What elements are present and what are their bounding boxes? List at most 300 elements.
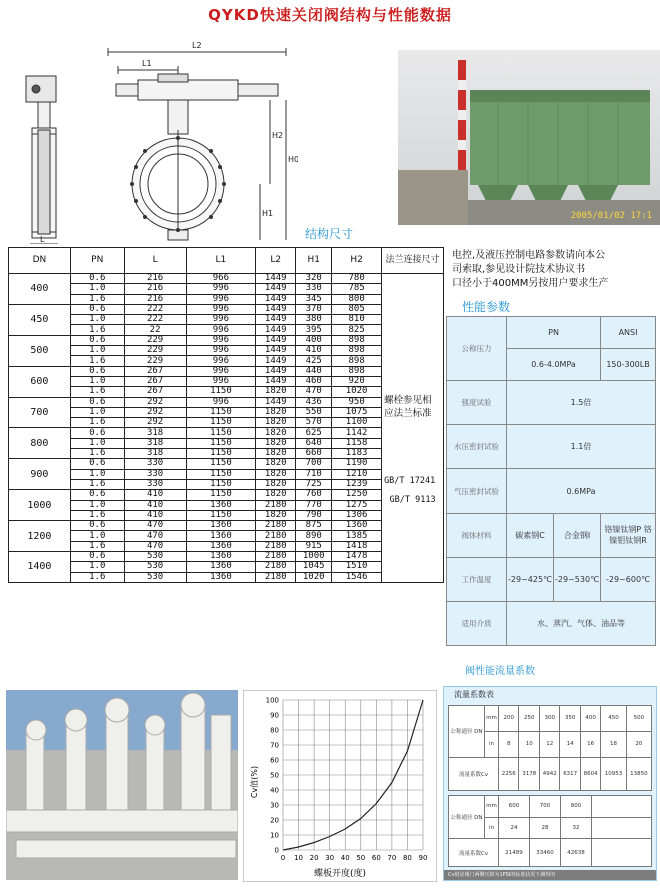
pn-cell: 1.6 (70, 541, 124, 551)
dim-l1: L1 (142, 59, 152, 68)
pn-cell: 1.6 (70, 418, 124, 428)
chart-x-label: 蝶板开度(度) (313, 869, 367, 879)
dimension-cell: 1183 (332, 449, 382, 459)
flow-b2-in: 28 (530, 817, 561, 839)
dimension-cell: 1075 (332, 407, 382, 417)
perf-section-title: 性能参数 (462, 300, 511, 314)
dimension-cell: 2180 (256, 500, 296, 510)
dimension-cell: 700 (296, 459, 332, 469)
dimension-row (9, 541, 444, 551)
dimension-cell: 2180 (256, 531, 296, 541)
dn-cell: 450 (9, 304, 71, 335)
dimension-row (9, 531, 444, 541)
dimension-cell: 436 (296, 397, 332, 407)
dimension-cell: 330 (124, 479, 186, 489)
dimension-cell: 1449 (256, 274, 296, 284)
dimension-row (9, 459, 444, 469)
dimension-cell: 395 (296, 325, 332, 335)
flow-dn-label: 公称通径 DN (449, 706, 485, 758)
pn-cell: 0.6 (70, 366, 124, 376)
dimension-cell: 996 (186, 335, 256, 345)
flange-note: 螺栓参见相应法兰标准 (384, 395, 432, 419)
flow-b2-blank (592, 796, 652, 818)
flow-b1-cv: 6317 (560, 757, 580, 790)
dimension-cell: 710 (296, 469, 332, 479)
dimension-table (8, 247, 444, 583)
dimension-cell: 996 (186, 315, 256, 325)
flange-std-1: GB/T 17241 (384, 476, 436, 486)
dimension-cell: 996 (186, 376, 256, 386)
dimension-cell: 825 (332, 325, 382, 335)
y-tick-label: 70 (270, 741, 279, 750)
x-tick-label: 60 (371, 854, 381, 862)
dimension-cell: 898 (332, 346, 382, 356)
dimension-cell: 1449 (256, 397, 296, 407)
flow-b2-blank (592, 817, 652, 839)
dimension-cell: 410 (296, 346, 332, 356)
dimension-cell: 1820 (256, 387, 296, 397)
dimension-cell: 229 (124, 356, 186, 366)
dimension-cell: 1820 (256, 449, 296, 459)
dimension-cell: 292 (124, 418, 186, 428)
flow-b2-cv: 42638 (561, 839, 592, 867)
pn-cell: 0.6 (70, 304, 124, 314)
flow-dn-label-2: 公称通径 DN (449, 796, 485, 839)
pn-cell: 1.0 (70, 531, 124, 541)
dimension-cell: 267 (124, 376, 186, 386)
dimension-row (9, 500, 444, 510)
dim-h2: H2 (272, 131, 284, 140)
dimension-row (9, 387, 444, 397)
flow-in-label: in (485, 731, 499, 757)
perf-media-label: 适用介质 (447, 601, 507, 645)
y-tick-label: 60 (270, 756, 279, 765)
dimension-cell: 725 (296, 479, 332, 489)
dimension-row (9, 521, 444, 531)
dimension-cell: 267 (124, 387, 186, 397)
perf-air-label: 气压密封试验 (447, 469, 507, 513)
dimension-cell: 1150 (186, 490, 256, 500)
dimension-cell: 229 (124, 335, 186, 345)
dimension-row (9, 376, 444, 386)
dn-cell: 700 (9, 397, 71, 428)
dimension-row (9, 552, 444, 562)
pn-cell: 1.6 (70, 510, 124, 520)
y-tick-label: 30 (270, 801, 279, 810)
col-l2: L2 (256, 248, 296, 274)
flow-in-label-2: in (485, 817, 499, 839)
dimension-row (9, 356, 444, 366)
dimension-row (9, 397, 444, 407)
perf-material-1: 碳素钢C (507, 513, 554, 557)
y-tick-label: 0 (274, 846, 279, 855)
flow-b1-in: 16 (580, 731, 600, 757)
dimension-cell: 1000 (296, 552, 332, 562)
y-tick-label: 90 (270, 711, 279, 720)
dimension-cell: 292 (124, 397, 186, 407)
dimension-cell: 318 (124, 428, 186, 438)
dimension-cell: 1150 (186, 407, 256, 417)
col-h2: H2 (332, 248, 382, 274)
flow-b1-mm: 350 (560, 706, 580, 732)
dimension-cell: 1150 (186, 469, 256, 479)
dim-h1: H1 (262, 209, 274, 218)
dimension-cell: 1275 (332, 500, 382, 510)
flow-table-block-1 (448, 705, 652, 791)
dimension-cell: 216 (124, 274, 186, 284)
pn-cell: 1.0 (70, 376, 124, 386)
flow-mm-label: mm (485, 706, 499, 732)
dimension-cell: 400 (296, 335, 332, 345)
dimension-cell: 625 (296, 428, 332, 438)
flow-b1-cv: 8604 (580, 757, 600, 790)
dim-l2: L2 (192, 41, 202, 50)
dimension-cell: 1449 (256, 304, 296, 314)
dimension-cell: 875 (296, 521, 332, 531)
pn-cell: 1.0 (70, 562, 124, 572)
dimension-cell: 216 (124, 294, 186, 304)
col-l: L (124, 248, 186, 274)
plant-photo (398, 50, 660, 225)
dimension-cell: 2180 (256, 572, 296, 582)
perf-strength-label: 强度试验 (447, 381, 507, 425)
dimension-cell: 780 (332, 274, 382, 284)
dimension-cell: 950 (332, 397, 382, 407)
dimension-cell: 1820 (256, 459, 296, 469)
dn-cell: 400 (9, 274, 71, 305)
x-tick-label: 50 (356, 854, 366, 862)
dimension-cell: 996 (186, 346, 256, 356)
flow-section-title: 阀性能流量系数 (465, 666, 535, 677)
flow-b1-in: 18 (601, 731, 626, 757)
flow-b1-mm: 200 (499, 706, 519, 732)
flow-b2-mm: 600 (499, 796, 530, 818)
perf-material-2: 合金钢I (554, 513, 601, 557)
dimension-cell: 1510 (332, 562, 382, 572)
dimension-cell: 222 (124, 315, 186, 325)
y-tick-label: 10 (270, 831, 279, 840)
dimension-cell: 640 (296, 438, 332, 448)
dimension-cell: 1190 (332, 459, 382, 469)
dimension-cell: 318 (124, 449, 186, 459)
dim-l: L (40, 235, 45, 244)
flow-b1-in: 8 (499, 731, 519, 757)
dimension-row (9, 572, 444, 582)
dimension-cell: 966 (186, 274, 256, 284)
y-tick-label: 50 (270, 771, 279, 780)
col-flange: 法兰连接尺寸 (382, 248, 444, 274)
dimension-row (9, 562, 444, 572)
perf-ansi-range: 150-300LB (601, 349, 656, 381)
pn-cell: 1.6 (70, 294, 124, 304)
dimension-cell: 1418 (332, 541, 382, 551)
dimension-row (9, 274, 444, 284)
col-dn: DN (9, 248, 71, 274)
flow-b2-mm: 700 (530, 796, 561, 818)
flow-b2-blank (592, 839, 652, 867)
dimension-cell: 470 (124, 521, 186, 531)
dimension-cell: 330 (296, 284, 332, 294)
pn-cell: 1.0 (70, 500, 124, 510)
dimension-cell: 550 (296, 407, 332, 417)
flow-b2-in: 24 (499, 817, 530, 839)
dimension-cell: 1360 (186, 500, 256, 510)
dimension-cell: 1449 (256, 294, 296, 304)
dn-cell: 600 (9, 366, 71, 397)
performance-table (446, 316, 656, 646)
dn-cell: 1200 (9, 521, 71, 552)
pn-cell: 1.0 (70, 438, 124, 448)
dimension-cell: 410 (124, 500, 186, 510)
dimension-cell: 898 (332, 335, 382, 345)
dimension-cell: 22 (124, 325, 186, 335)
x-tick-label: 30 (325, 854, 335, 862)
cv-opening-chart (243, 690, 437, 882)
col-h1: H1 (296, 248, 332, 274)
x-tick-label: 90 (418, 854, 428, 862)
page-title: QYKD快速关闭阀结构与性能数据 (208, 6, 452, 24)
dimension-cell: 1150 (186, 510, 256, 520)
dimension-cell: 1385 (332, 531, 382, 541)
pn-cell: 1.0 (70, 469, 124, 479)
photo-timestamp: 2005/01/02 17:1 (570, 211, 652, 221)
perf-water-value: 1.1倍 (507, 425, 656, 469)
dimension-row (9, 407, 444, 417)
perf-water-label: 水压密封试验 (447, 425, 507, 469)
x-tick-label: 80 (402, 854, 412, 862)
x-tick-label: 20 (309, 854, 319, 862)
dimension-cell: 1449 (256, 325, 296, 335)
flow-table-header: 流量系数表 (454, 690, 494, 699)
flow-b1-in: 10 (519, 731, 539, 757)
perf-temp-1: -29~425℃ (507, 557, 554, 601)
flow-b2-cv: 33460 (530, 839, 561, 867)
pn-cell: 0.6 (70, 552, 124, 562)
dimension-cell: 330 (124, 459, 186, 469)
dimension-cell: 996 (186, 325, 256, 335)
dimension-cell: 1820 (256, 407, 296, 417)
col-pn: PN (70, 248, 124, 274)
dimension-cell: 996 (186, 397, 256, 407)
pn-cell: 0.6 (70, 459, 124, 469)
dn-cell: 500 (9, 335, 71, 366)
dimension-cell: 805 (332, 304, 382, 314)
dimension-row (9, 418, 444, 428)
dimension-cell: 222 (124, 304, 186, 314)
dimension-row (9, 428, 444, 438)
dn-cell: 1400 (9, 552, 71, 583)
dimension-cell: 1150 (186, 418, 256, 428)
dimension-cell: 1360 (332, 521, 382, 531)
dimension-row (9, 294, 444, 304)
dn-cell: 800 (9, 428, 71, 459)
pn-cell: 1.6 (70, 572, 124, 582)
dimension-cell: 229 (124, 346, 186, 356)
control-note (452, 249, 657, 291)
dimension-cell: 530 (124, 572, 186, 582)
flow-b1-mm: 500 (626, 706, 651, 732)
pn-cell: 0.6 (70, 490, 124, 500)
dimension-cell: 318 (124, 438, 186, 448)
flow-cv-label-2: 流量系数Cv (449, 839, 499, 867)
dimension-cell: 530 (124, 552, 186, 562)
dimension-cell: 330 (124, 469, 186, 479)
note-line-2: 司索取,参见设计院技术协议书 (452, 264, 586, 275)
dimension-cell: 1210 (332, 469, 382, 479)
dimension-cell: 470 (124, 531, 186, 541)
dimension-cell: 1142 (332, 428, 382, 438)
dimension-cell: 1150 (186, 459, 256, 469)
col-l1: L1 (186, 248, 256, 274)
dimension-cell: 1449 (256, 315, 296, 325)
pn-cell: 1.6 (70, 479, 124, 489)
flow-b1-cv: 2256 (499, 757, 519, 790)
dimension-cell: 1020 (296, 572, 332, 582)
dimension-cell: 570 (296, 418, 332, 428)
dimension-cell: 1546 (332, 572, 382, 582)
dimension-cell: 1150 (186, 428, 256, 438)
dimension-table-header (9, 248, 444, 274)
dimension-cell: 1820 (256, 418, 296, 428)
dimension-row (9, 490, 444, 500)
flow-b1-in: 20 (626, 731, 651, 757)
x-tick-label: 70 (387, 854, 397, 862)
dimension-cell: 1820 (256, 438, 296, 448)
pn-cell: 0.6 (70, 335, 124, 345)
flow-table-footer: Cv值是阀门两侧压降为1PSI的标准状况下测得的 (444, 870, 656, 880)
dimension-cell: 1360 (186, 552, 256, 562)
flow-b1-mm: 450 (601, 706, 626, 732)
dimension-cell: 790 (296, 510, 332, 520)
dimension-row (9, 325, 444, 335)
flow-b1-mm: 250 (519, 706, 539, 732)
note-line-1: 电控,及液压控制电路参数请向本公 (452, 250, 606, 261)
dimension-cell: 898 (332, 366, 382, 376)
pn-cell: 1.6 (70, 325, 124, 335)
dimension-cell: 345 (296, 294, 332, 304)
dimension-cell: 267 (124, 366, 186, 376)
dim-h0: H0 (288, 155, 298, 164)
dimension-cell: 1158 (332, 438, 382, 448)
dimension-cell: 1449 (256, 284, 296, 294)
dimension-cell: 996 (186, 366, 256, 376)
flow-b1-cv: 10953 (601, 757, 626, 790)
perf-pn-range: 0.6-4.0MPa (507, 349, 601, 381)
dimension-cell: 800 (332, 294, 382, 304)
perf-ansi-header: ANSI (601, 317, 656, 349)
dimension-cell: 370 (296, 304, 332, 314)
dimension-cell: 530 (124, 562, 186, 572)
dimension-cell: 1820 (256, 490, 296, 500)
pn-cell: 0.6 (70, 428, 124, 438)
dimension-cell: 2180 (256, 541, 296, 551)
dimension-row (9, 469, 444, 479)
x-tick-label: 0 (280, 854, 286, 862)
flow-b1-mm: 300 (539, 706, 559, 732)
valve-installation-photo (6, 690, 238, 880)
perf-pn-header: PN (507, 317, 601, 349)
dn-cell: 1000 (9, 490, 71, 521)
dimension-cell: 996 (186, 284, 256, 294)
dimension-cell: 1100 (332, 418, 382, 428)
dimension-cell: 1150 (186, 387, 256, 397)
pn-cell: 1.0 (70, 346, 124, 356)
dimension-cell: 1250 (332, 490, 382, 500)
dimension-cell: 292 (124, 407, 186, 417)
dn-cell: 900 (9, 459, 71, 490)
dimension-cell: 1306 (332, 510, 382, 520)
dimension-cell: 1820 (256, 479, 296, 489)
flow-b2-cv: 21489 (499, 839, 530, 867)
dims-section-title: 结构尺寸 (305, 227, 354, 241)
dimension-row (9, 510, 444, 520)
dimension-cell: 1360 (186, 541, 256, 551)
dimension-cell: 2180 (256, 521, 296, 531)
dimension-cell: 380 (296, 315, 332, 325)
flow-b2-in: 32 (561, 817, 592, 839)
flange-std-2: GB/T 9113 (389, 495, 436, 505)
dimension-cell: 1360 (186, 531, 256, 541)
perf-temp-3: -29~600℃ (601, 557, 656, 601)
y-tick-label: 20 (270, 816, 279, 825)
chart-y-label: Cv值(%) (250, 765, 259, 799)
flow-b1-mm: 400 (580, 706, 600, 732)
dimension-cell: 1360 (186, 562, 256, 572)
dimension-cell: 1150 (186, 438, 256, 448)
dimension-cell: 1045 (296, 562, 332, 572)
dimension-cell: 1449 (256, 376, 296, 386)
dimension-cell: 890 (296, 531, 332, 541)
pn-cell: 0.6 (70, 274, 124, 284)
dimension-cell: 996 (186, 294, 256, 304)
pn-cell: 0.6 (70, 397, 124, 407)
dimension-cell: 2180 (256, 552, 296, 562)
perf-material-label: 阀体材料 (447, 513, 507, 557)
dimension-cell: 1478 (332, 552, 382, 562)
dimension-cell: 1820 (256, 510, 296, 520)
flow-mm-label-2: mm (485, 796, 499, 818)
dimension-cell: 996 (186, 304, 256, 314)
dimension-row (9, 449, 444, 459)
pn-cell: 1.6 (70, 356, 124, 366)
flange-cell (382, 274, 444, 583)
perf-strength-value: 1.5倍 (507, 381, 656, 425)
perf-temp-2: -29~530℃ (554, 557, 601, 601)
flow-cv-label: 流量系数Cv (449, 757, 499, 790)
pn-cell: 1.6 (70, 449, 124, 459)
dimension-cell: 425 (296, 356, 332, 366)
dimension-cell: 1449 (256, 356, 296, 366)
dimension-row (9, 366, 444, 376)
dimension-cell: 1150 (186, 479, 256, 489)
dimension-cell: 760 (296, 490, 332, 500)
dimension-cell: 460 (296, 376, 332, 386)
dimension-cell: 470 (124, 541, 186, 551)
perf-material-3: 铬镍钛钢P 铬镍钼钛钢R (601, 513, 656, 557)
y-tick-label: 100 (265, 696, 279, 705)
flow-b2-mm: 800 (561, 796, 592, 818)
dimension-cell: 920 (332, 376, 382, 386)
dimension-cell: 996 (186, 356, 256, 366)
flow-b1-cv: 3178 (519, 757, 539, 790)
y-tick-label: 40 (270, 786, 279, 795)
flow-table-block-2 (448, 795, 652, 867)
dimension-row (9, 479, 444, 489)
pn-cell: 1.0 (70, 407, 124, 417)
dimension-row (9, 284, 444, 294)
dimension-cell: 1020 (332, 387, 382, 397)
pn-cell: 1.0 (70, 284, 124, 294)
